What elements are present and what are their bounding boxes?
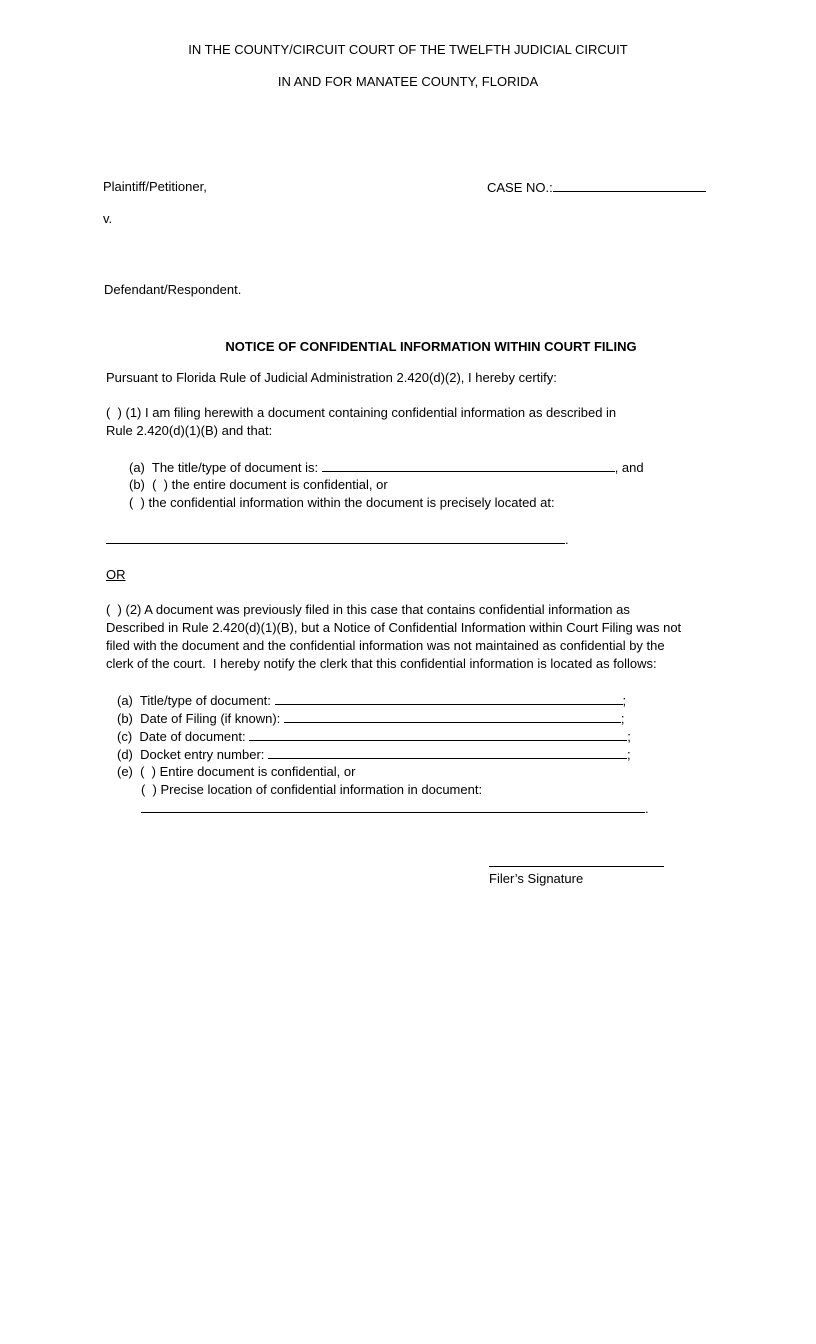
option1-text: Rule 2.420(d)(1)(B) and that: — [106, 423, 273, 438]
court-name: IN THE COUNTY/CIRCUIT COURT OF THE TWELFTH JUDICIAL CIRCUIT — [188, 42, 628, 57]
plaintiff-label: Plaintiff/Petitioner, — [103, 179, 207, 194]
option1-location — [106, 530, 569, 549]
option2-document-date-field[interactable] — [249, 727, 627, 741]
option1-text: ( ) (1) I am filing herewith a document containing confidential information as described in — [106, 405, 617, 420]
option2-text: Described in Rule 2.420(d)(1)(B), but a Notice of Confidential Information within Court Filing was not — [106, 620, 682, 635]
or-label: OR — [106, 567, 126, 582]
option1-item-a-label: (a) The title/type of document is: — [129, 460, 322, 475]
option1-item-a — [129, 458, 644, 477]
versus-label: v. — [103, 211, 113, 226]
option2-text: filed with the document and the confidential information was not maintained as confidential by the — [106, 638, 665, 653]
case-number-label: CASE NO.: — [487, 180, 553, 195]
court-county: IN AND FOR MANATEE COUNTY, FLORIDA — [277, 74, 539, 89]
option1-item-a-suffix: , and — [614, 460, 644, 475]
item-suffix: ; — [622, 693, 627, 708]
option2-text: ( ) (2) A document was previously filed in this case that contains confidential information as — [106, 602, 630, 617]
case-number-field[interactable] — [553, 178, 706, 192]
option2-item-b-label: (b) Date of Filing (if known): — [117, 711, 284, 726]
notice-title: NOTICE OF CONFIDENTIAL INFORMATION WITHIN COURT FILING — [225, 339, 637, 354]
option2-item-a-label: (a) Title/type of document: — [117, 693, 275, 708]
option2-item-d-label: (d) Docket entry number: — [117, 747, 268, 762]
option2-location-field[interactable] — [141, 799, 645, 813]
option1-location-field[interactable] — [106, 530, 565, 544]
signature-line[interactable] — [489, 866, 664, 867]
item-suffix: ; — [620, 711, 625, 726]
intro-text: Pursuant to Florida Rule of Judicial Administration 2.420(d)(2), I hereby certify: — [106, 370, 557, 385]
option1-item-c: ( ) the confidential information within the document is precisely located at: — [129, 495, 555, 510]
option1-title-field[interactable] — [322, 458, 615, 472]
case-number — [487, 178, 706, 197]
option2-item-d — [117, 745, 631, 764]
item-suffix: ; — [627, 747, 631, 762]
option2-location — [141, 799, 649, 818]
option2-item-b — [117, 709, 625, 728]
option2-text: clerk of the court. I hereby notify the clerk that this confidential information is located as follows: — [106, 656, 657, 671]
option2-item-e: (e) ( ) Entire document is confidential, or — [117, 764, 356, 779]
option2-item-a — [117, 691, 626, 710]
option2-location-suffix: . — [645, 801, 649, 816]
option1-item-b: (b) ( ) the entire document is confidential, or — [129, 477, 388, 492]
signature-label: Filer’s Signature — [489, 871, 584, 886]
option2-item-e2: ( ) Precise location of confidential information in document: — [141, 782, 483, 797]
option2-docket-field[interactable] — [268, 745, 627, 759]
option2-item-c-label: (c) Date of document: — [117, 729, 250, 744]
option2-title-field[interactable] — [275, 691, 623, 705]
item-suffix: ; — [627, 729, 631, 744]
option2-item-c — [117, 727, 631, 746]
option1-location-suffix: . — [565, 532, 569, 547]
option2-filing-date-field[interactable] — [284, 709, 621, 723]
defendant-label: Defendant/Respondent. — [104, 282, 242, 297]
